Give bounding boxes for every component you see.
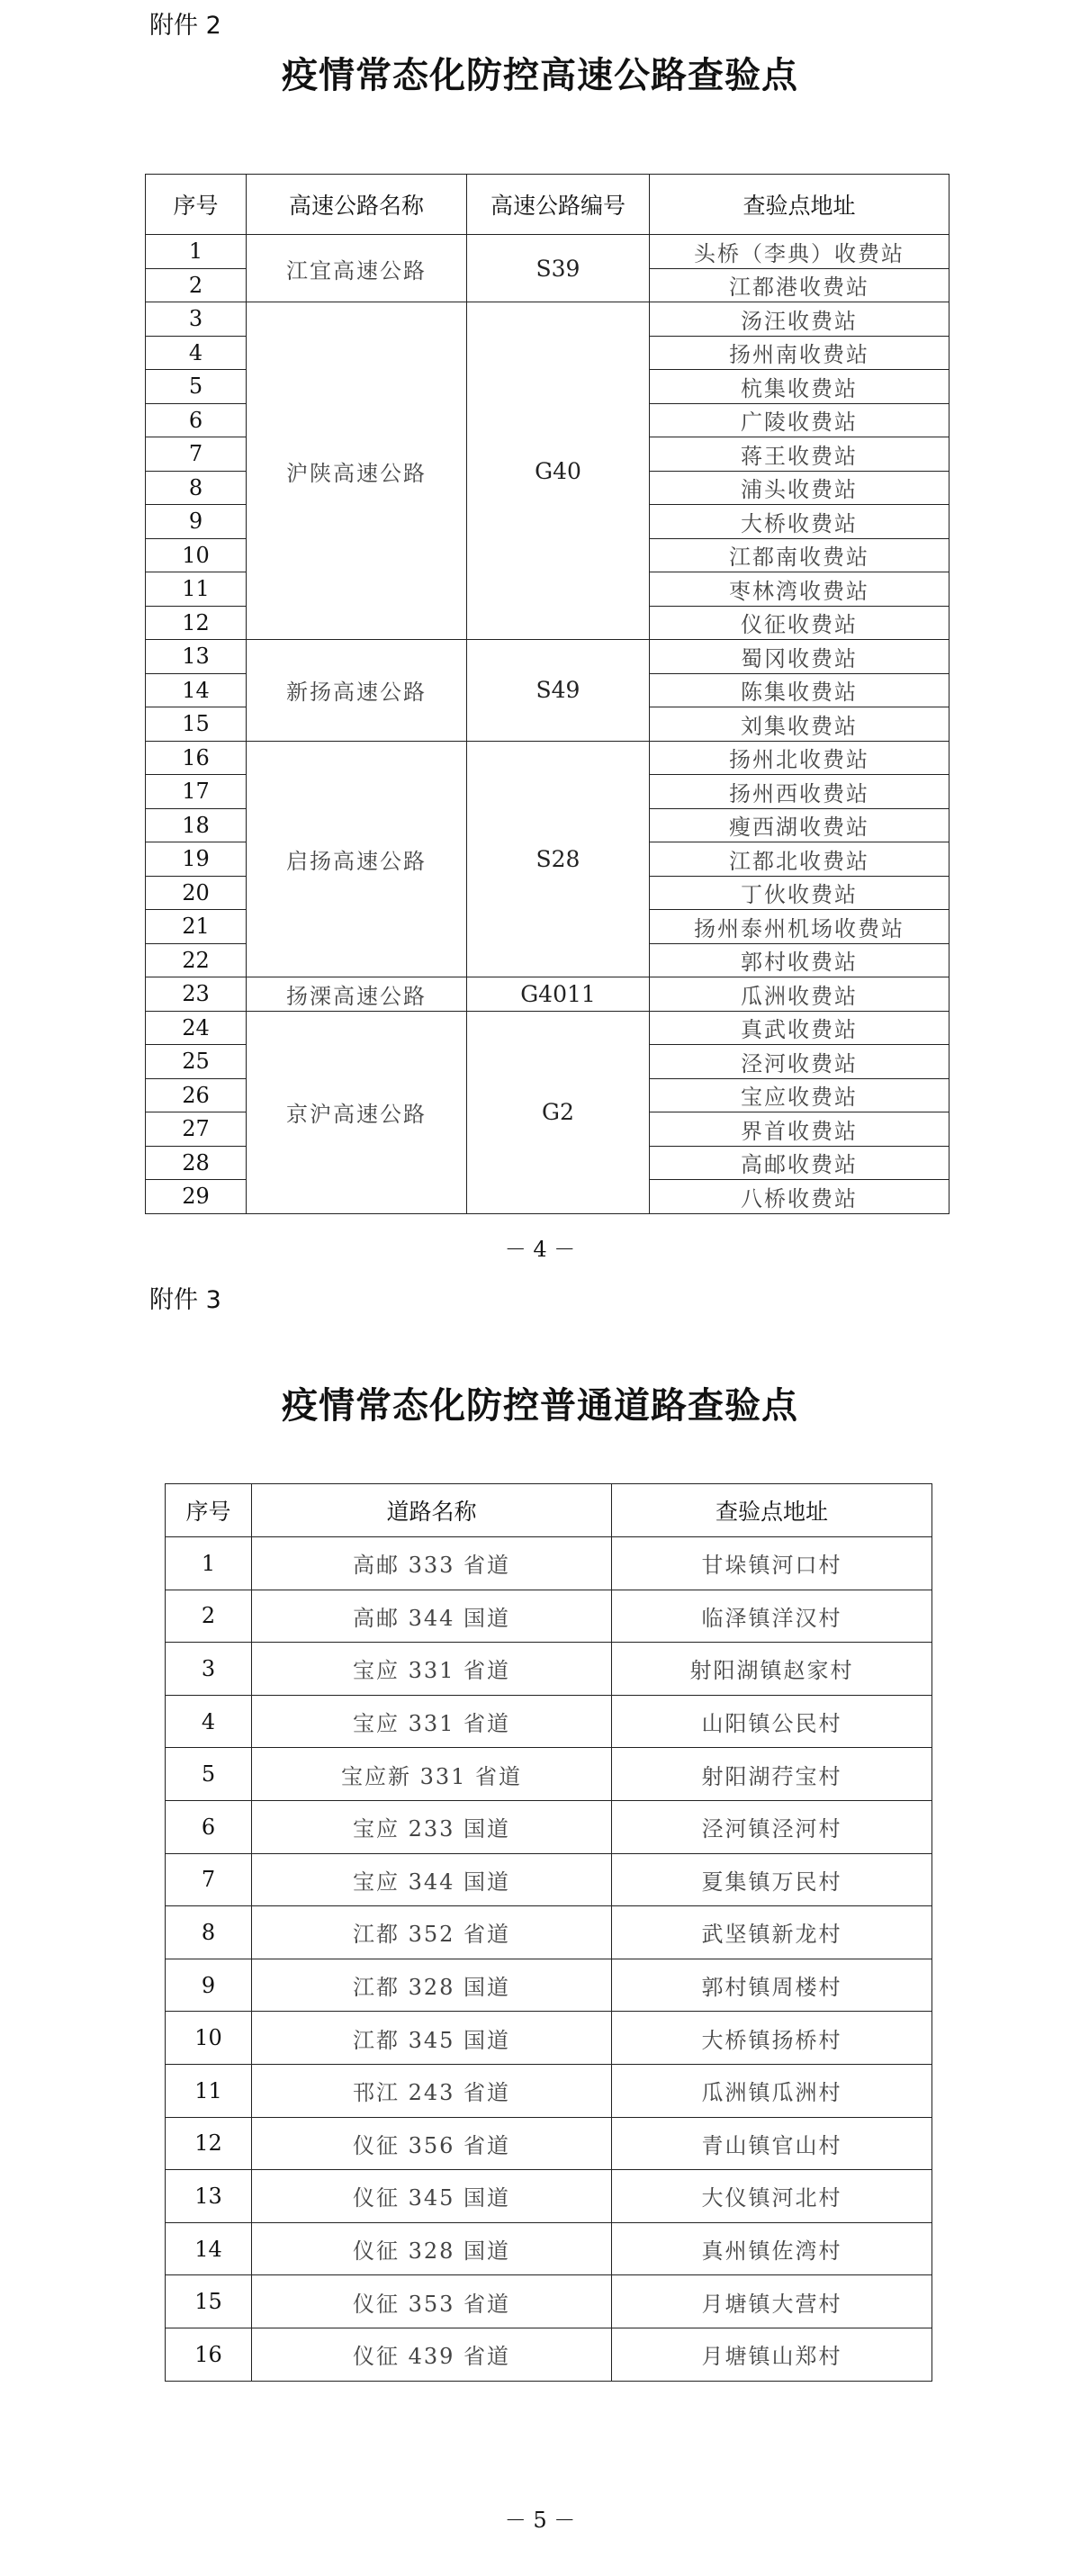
row-number: 24 [146,1011,247,1045]
column-header-highway-name: 高速公路名称 [247,175,467,235]
row-number: 29 [146,1180,247,1214]
row-number: 17 [146,775,247,809]
checkpoint-address-cell: 郭村镇周楼村 [612,1959,932,2012]
row-number: 14 [146,673,247,707]
row-number: 18 [146,808,247,842]
road-name-cell: 江都 328 国道 [252,1959,612,2012]
road-name-cell: 仪征 356 省道 [252,2117,612,2170]
road-name-cell: 宝应 331 省道 [252,1643,612,1696]
row-number: 21 [146,910,247,944]
table-header-row [146,175,950,235]
checkpoint-address-cell: 刘集收费站 [650,707,950,742]
checkpoint-address-cell: 真武收费站 [650,1011,950,1045]
column-header-no: 序号 [166,1484,252,1537]
row-number: 16 [166,2328,252,2381]
row-number: 11 [146,572,247,607]
row-number: 9 [146,505,247,539]
highway-name-cell: 沪陕高速公路 [247,302,467,640]
road-name-cell: 江都 345 国道 [252,2012,612,2065]
checkpoint-address-cell: 扬州北收费站 [650,741,950,775]
checkpoint-address-cell: 临泽镇洋汉村 [612,1590,932,1643]
checkpoint-address-cell: 大桥镇扬桥村 [612,2012,932,2065]
table-row [166,1643,932,1696]
checkpoint-address-cell: 江都北收费站 [650,842,950,877]
checkpoint-address-cell: 月塘镇山郑村 [612,2328,932,2381]
road-checkpoints-title: 疫情常态化防控普通道路查验点 [282,1385,798,1427]
highway-code-cell: G4011 [467,977,650,1012]
highway-name-cell: 江宜高速公路 [247,235,467,302]
checkpoint-address-cell: 枣林湾收费站 [650,572,950,607]
table-row [166,1695,932,1748]
road-checkpoints-table [165,1483,932,2382]
row-number: 8 [146,471,247,505]
row-number: 5 [166,1748,252,1801]
table-row [166,1800,932,1853]
row-number: 3 [146,302,247,337]
checkpoint-address-cell: 泾河镇泾河村 [612,1800,932,1853]
checkpoint-address-cell: 青山镇官山村 [612,2117,932,2170]
checkpoint-address-cell: 泾河收费站 [650,1045,950,1079]
row-number: 10 [146,538,247,572]
checkpoint-address-cell: 山阳镇公民村 [612,1695,932,1748]
row-number: 6 [166,1800,252,1853]
checkpoint-address-cell: 夏集镇万民村 [612,1853,932,1906]
table-row [166,1959,932,2012]
checkpoint-address-cell: 瓜洲收费站 [650,977,950,1012]
row-number: 7 [166,1853,252,1906]
highway-code-cell: S28 [467,741,650,977]
road-name-cell: 高邮 344 国道 [252,1590,612,1643]
table-row [166,2222,932,2275]
checkpoint-address-cell: 汤汪收费站 [650,302,950,337]
checkpoint-address-cell: 江都港收费站 [650,268,950,302]
row-number: 15 [146,707,247,742]
highway-checkpoints-title: 疫情常态化防控高速公路查验点 [282,55,798,96]
table-row [166,2012,932,2065]
row-number: 13 [146,640,247,674]
road-name-cell: 江都 352 省道 [252,1906,612,1959]
checkpoint-address-cell: 八桥收费站 [650,1180,950,1214]
checkpoint-address-cell: 蜀冈收费站 [650,640,950,674]
road-name-cell: 仪征 328 国道 [252,2222,612,2275]
checkpoint-address-cell: 仪征收费站 [650,606,950,640]
column-header-no: 序号 [146,175,247,235]
row-number: 9 [166,1959,252,2012]
checkpoint-address-cell: 大仪镇河北村 [612,2170,932,2223]
checkpoint-address-cell: 瘦西湖收费站 [650,808,950,842]
row-number: 16 [146,741,247,775]
checkpoint-address-cell: 陈集收费站 [650,673,950,707]
road-name-cell: 宝应 344 国道 [252,1853,612,1906]
column-header-road-name: 道路名称 [252,1484,612,1537]
row-number: 2 [146,268,247,302]
checkpoint-address-cell: 蒋王收费站 [650,437,950,472]
row-number: 19 [146,842,247,877]
highway-name-cell: 启扬高速公路 [247,741,467,977]
road-name-cell: 宝应新 331 省道 [252,1748,612,1801]
row-number: 28 [146,1146,247,1180]
table-row [166,1590,932,1643]
checkpoint-address-cell: 郭村收费站 [650,943,950,977]
row-number: 13 [166,2170,252,2223]
row-number: 26 [146,1078,247,1112]
checkpoint-address-cell: 宝应收费站 [650,1078,950,1112]
table-row [166,1853,932,1906]
road-name-cell: 仪征 353 省道 [252,2275,612,2328]
table-row [146,302,950,337]
highway-name-cell: 扬溧高速公路 [247,977,467,1012]
page-number-5: － 5 － [504,2508,576,2533]
checkpoint-address-cell: 头桥（李典）收费站 [650,235,950,269]
table-row [166,2064,932,2117]
row-number: 1 [166,1537,252,1590]
row-number: 7 [146,437,247,472]
checkpoint-address-cell: 武坚镇新龙村 [612,1906,932,1959]
checkpoint-address-cell: 扬州南收费站 [650,336,950,370]
row-number: 27 [146,1112,247,1147]
table-row [166,1906,932,1959]
highway-code-cell: G2 [467,1011,650,1213]
row-number: 20 [146,876,247,910]
checkpoint-address-cell: 丁伙收费站 [650,876,950,910]
checkpoint-address-cell: 射阳湖荇宝村 [612,1748,932,1801]
checkpoint-address-cell: 真州镇佐湾村 [612,2222,932,2275]
checkpoint-address-cell: 江都南收费站 [650,538,950,572]
road-name-cell: 邗江 243 省道 [252,2064,612,2117]
table-row [146,235,950,269]
attachment-2-label: 附件 2 [149,12,221,40]
row-number: 22 [146,943,247,977]
table-row [166,1537,932,1590]
highway-checkpoints-table [145,174,950,1214]
road-name-cell: 宝应 233 国道 [252,1800,612,1853]
row-number: 15 [166,2275,252,2328]
row-number: 12 [166,2117,252,2170]
row-number: 14 [166,2222,252,2275]
column-header-checkpoint-address: 查验点地址 [650,175,950,235]
row-number: 4 [146,336,247,370]
row-number: 4 [166,1695,252,1748]
checkpoint-address-cell: 月塘镇大营村 [612,2275,932,2328]
table-row [146,741,950,775]
highway-name-cell: 京沪高速公路 [247,1011,467,1213]
row-number: 5 [146,370,247,404]
row-number: 3 [166,1643,252,1696]
table-row [166,2328,932,2381]
road-name-cell: 仪征 345 国道 [252,2170,612,2223]
checkpoint-address-cell: 杭集收费站 [650,370,950,404]
column-header-highway-code: 高速公路编号 [467,175,650,235]
road-name-cell: 高邮 333 省道 [252,1537,612,1590]
highway-code-cell: S39 [467,235,650,302]
attachment-3-label: 附件 3 [149,1286,221,1314]
row-number: 12 [146,606,247,640]
row-number: 6 [146,403,247,437]
row-number: 10 [166,2012,252,2065]
highway-name-cell: 新扬高速公路 [247,640,467,742]
checkpoint-address-cell: 浦头收费站 [650,471,950,505]
checkpoint-address-cell: 大桥收费站 [650,505,950,539]
checkpoint-address-cell: 甘垛镇河口村 [612,1537,932,1590]
checkpoint-address-cell: 高邮收费站 [650,1146,950,1180]
checkpoint-address-cell: 扬州西收费站 [650,775,950,809]
table-header-row [166,1484,932,1537]
table-row [166,2170,932,2223]
row-number: 1 [146,235,247,269]
table-row [146,1011,950,1045]
column-header-checkpoint-address: 查验点地址 [612,1484,932,1537]
table-row [146,977,950,1012]
row-number: 11 [166,2064,252,2117]
checkpoint-address-cell: 瓜洲镇瓜洲村 [612,2064,932,2117]
row-number: 8 [166,1906,252,1959]
road-name-cell: 仪征 439 省道 [252,2328,612,2381]
checkpoint-address-cell: 扬州泰州机场收费站 [650,910,950,944]
table-row [146,640,950,674]
row-number: 23 [146,977,247,1012]
page-number-4: － 4 － [504,1237,576,1262]
table-row [166,1748,932,1801]
checkpoint-address-cell: 广陵收费站 [650,403,950,437]
checkpoint-address-cell: 界首收费站 [650,1112,950,1147]
checkpoint-address-cell: 射阳湖镇赵家村 [612,1643,932,1696]
table-row [166,2117,932,2170]
highway-code-cell: S49 [467,640,650,742]
row-number: 25 [146,1045,247,1079]
table-row [166,2275,932,2328]
row-number: 2 [166,1590,252,1643]
road-name-cell: 宝应 331 省道 [252,1695,612,1748]
highway-code-cell: G40 [467,302,650,640]
